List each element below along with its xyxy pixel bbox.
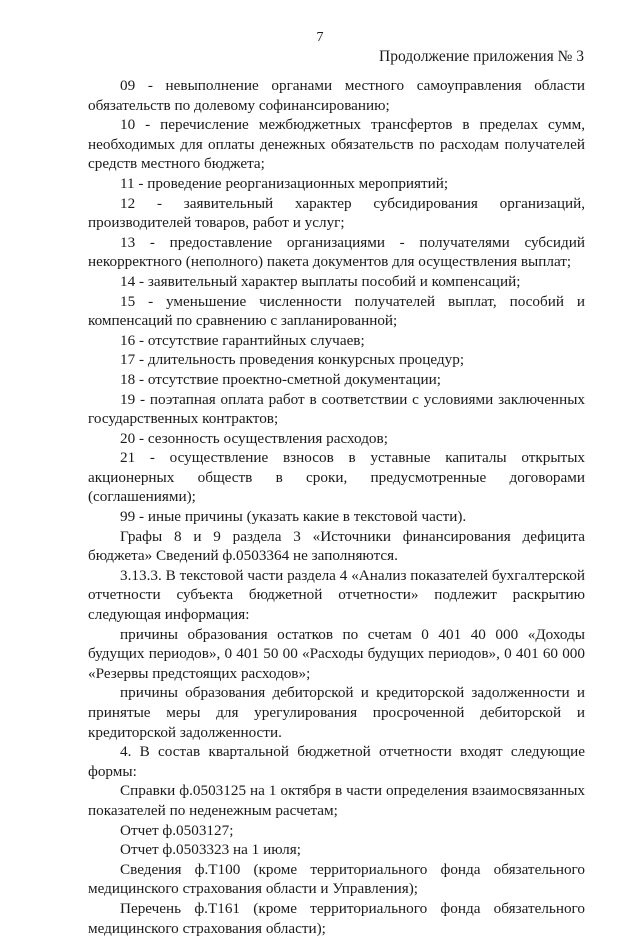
appendix-continuation-note: Продолжение приложения № 3 [379, 48, 584, 65]
paragraph-code-10: 10 - перечисление межбюджетных трансфертов в пределах сумм, необходимых для оплаты денежных обязательств по расходам получателей средств местного бюджета; [88, 116, 585, 173]
paragraph-code-11: 11 - проведение реорганизационных мероприятий; [120, 174, 449, 192]
paragraph-graphs-8-9: Графы 8 и 9 раздела 3 «Источники финансирования дефицита бюджета» Сведений ф.0503364 не заполняются. [88, 527, 585, 565]
paragraph-code-99: 99 - иные причины (указать какие в текстовой части). [120, 508, 467, 526]
paragraph-code-17: 17 - длительность проведения конкурсных процедур; [120, 351, 465, 369]
paragraph-form-t161: Перечень ф.Т161 (кроме территориального фонда обязательного медицинского страхования области); [88, 899, 585, 937]
document-body [88, 76, 585, 938]
paragraph-code-13: 13 - предоставление организациями - получателями субсидий некорректного (неполного) пакета документов для осуществления выплат; [88, 233, 585, 271]
paragraph-form-0503125: Справки ф.0503125 на 1 октября в части определения взаимосвязанных показателей по неденежным расчетам; [88, 782, 585, 819]
paragraph-code-09: 09 - невыполнение органами местного самоуправления области обязательств по долевому софинансированию; [88, 77, 585, 114]
page-number: 7 [316, 30, 324, 45]
paragraph-code-12: 12 - заявительный характер субсидирования организаций, производителей товаров, работ и услуг; [88, 194, 585, 232]
paragraph-section-4: 4. В состав квартальной бюджетной отчетности входят следующие формы: [88, 743, 585, 780]
paragraph-code-20: 20 - сезонность осуществления расходов; [120, 429, 388, 447]
paragraph-debt-reasons: причины образования дебиторской и кредиторской задолженности и принятые меры для урегулирования просроченной дебиторской и кредиторской задолженности. [88, 684, 585, 741]
paragraph-form-t100: Сведения ф.Т100 (кроме территориального фонда обязательного медицинского страхования области и Управления); [88, 860, 585, 898]
paragraph-code-14: 14 - заявительный характер выплаты пособий и компенсаций; [120, 272, 521, 290]
paragraph-code-19: 19 - поэтапная оплата работ в соответствии с условиями заключенных государственных контрактов; [88, 390, 585, 428]
paragraph-code-18: 18 - отсутствие проектно-сметной документации; [120, 370, 441, 388]
paragraph-balance-reasons: причины образования остатков по счетам 0 401 40 000 «Доходы будущих периодов», 0 401 50 00 «Расходы будущих периодов», 0 401 60 000 «Резервы предстоящих расходов»; [88, 625, 585, 682]
paragraph-code-21: 21 - осуществление взносов в уставные капиталы открытых акционерных обществ в сроки, предусмотренные договорами (соглашениями); [88, 449, 585, 506]
paragraph-code-16: 16 - отсутствие гарантийных случаев; [120, 331, 365, 349]
paragraph-3-13-3: 3.13.3. В текстовой части раздела 4 «Анализ показателей бухгалтерской отчетности субъекта бюджетной отчетности» подлежит раскрытию следующая информация: [88, 566, 585, 624]
paragraph-form-0503323: Отчет ф.0503323 на 1 июля; [120, 841, 301, 859]
paragraph-code-15: 15 - уменьшение численности получателей выплат, пособий и компенсаций по сравнению с запланированной; [88, 292, 585, 330]
paragraph-form-0503127: Отчет ф.0503127; [120, 821, 234, 839]
